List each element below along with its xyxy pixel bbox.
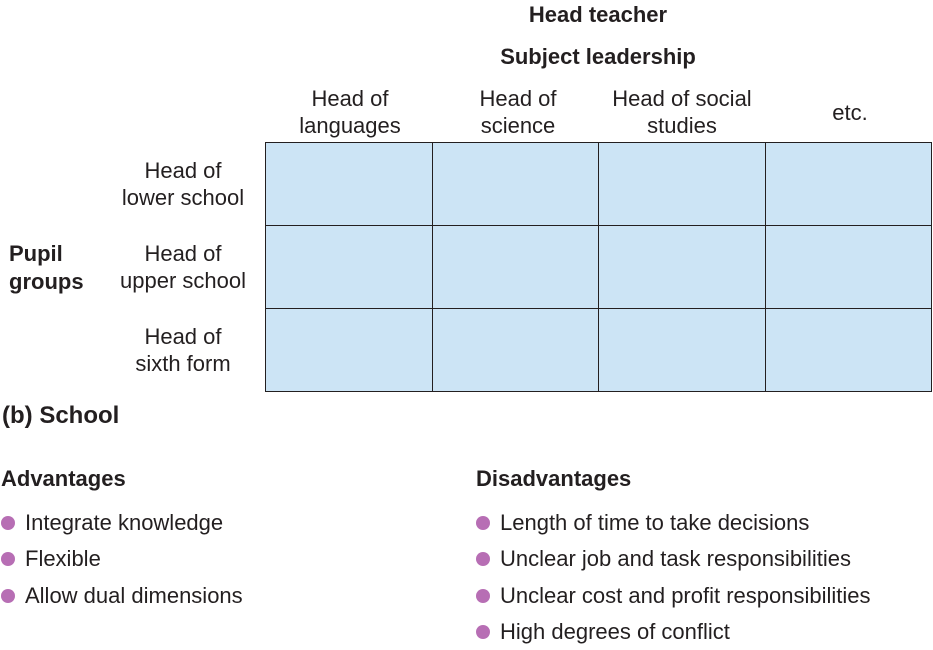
matrix-cell [766,309,933,392]
row-header-lower-school [100,142,266,225]
pupil-groups-line1: Pupil [9,241,63,266]
matrix-cell [599,309,766,392]
row-header-upper-school [100,225,266,308]
bullet-icon [476,625,490,639]
head-teacher-title: Head teacher [528,2,668,27]
list-item [1,541,243,577]
matrix-cell [433,226,600,309]
matrix-cell [266,143,433,226]
advantages-heading: Advantages [1,466,126,491]
matrix-cell [433,309,600,392]
column-header-line1: etc. [832,99,868,125]
list-item [476,578,871,614]
bullet-icon [1,552,15,566]
list-item [476,541,871,577]
matrix-cell [433,143,600,226]
matrix-grid [265,142,932,392]
column-header-line2: studies [647,113,717,138]
row-header-sixth-form [100,308,266,391]
column-header-etc [766,84,933,140]
subject-leadership-title: Subject leadership [500,44,696,69]
section-label: (b) School [2,402,120,429]
row-header-line1: Head of [144,323,222,349]
bullet-icon [1,589,15,603]
pupil-groups-line2: groups [9,269,84,294]
matrix-cell [599,143,766,226]
row-header-line2: sixth form [135,350,231,376]
list-item [1,578,243,614]
disadvantages-list [476,505,871,650]
row-header-line2: lower school [121,184,245,210]
list-item-text: Length of time to take decisions [500,510,810,536]
row-header-line2: upper school [120,267,246,293]
advantages-list [1,505,243,614]
matrix-cell [266,226,433,309]
list-item-text: Flexible [25,546,101,572]
list-item-text: Allow dual dimensions [25,582,243,608]
pupil-groups-label [9,240,84,296]
bullet-icon [476,552,490,566]
column-header-line1: Head of social [612,86,752,111]
column-header-line2: science [480,113,556,138]
list-item-text: Unclear cost and profit responsibilities [500,582,871,608]
disadvantages-heading: Disadvantages [476,466,632,491]
bullet-icon [476,589,490,603]
list-item-text: High degrees of conflict [500,619,730,645]
column-header-line1: Head of [311,86,389,111]
column-header-languages [266,84,434,140]
matrix-cell [266,309,433,392]
list-item [1,505,243,541]
bullet-icon [476,516,490,530]
matrix-cell [766,226,933,309]
column-header-line2: languages [299,113,401,138]
row-header-line1: Head of [144,157,222,183]
list-item-text: Unclear job and task responsibilities [500,546,851,572]
matrix-cell [599,226,766,309]
matrix-cell [766,143,933,226]
bullet-icon [1,516,15,530]
list-item [476,505,871,541]
column-header-line1: Head of [479,86,557,111]
column-header-science [434,84,602,140]
row-header-line1: Head of [144,240,222,266]
list-item-text: Integrate knowledge [25,510,224,536]
column-header-social-studies [598,84,766,140]
